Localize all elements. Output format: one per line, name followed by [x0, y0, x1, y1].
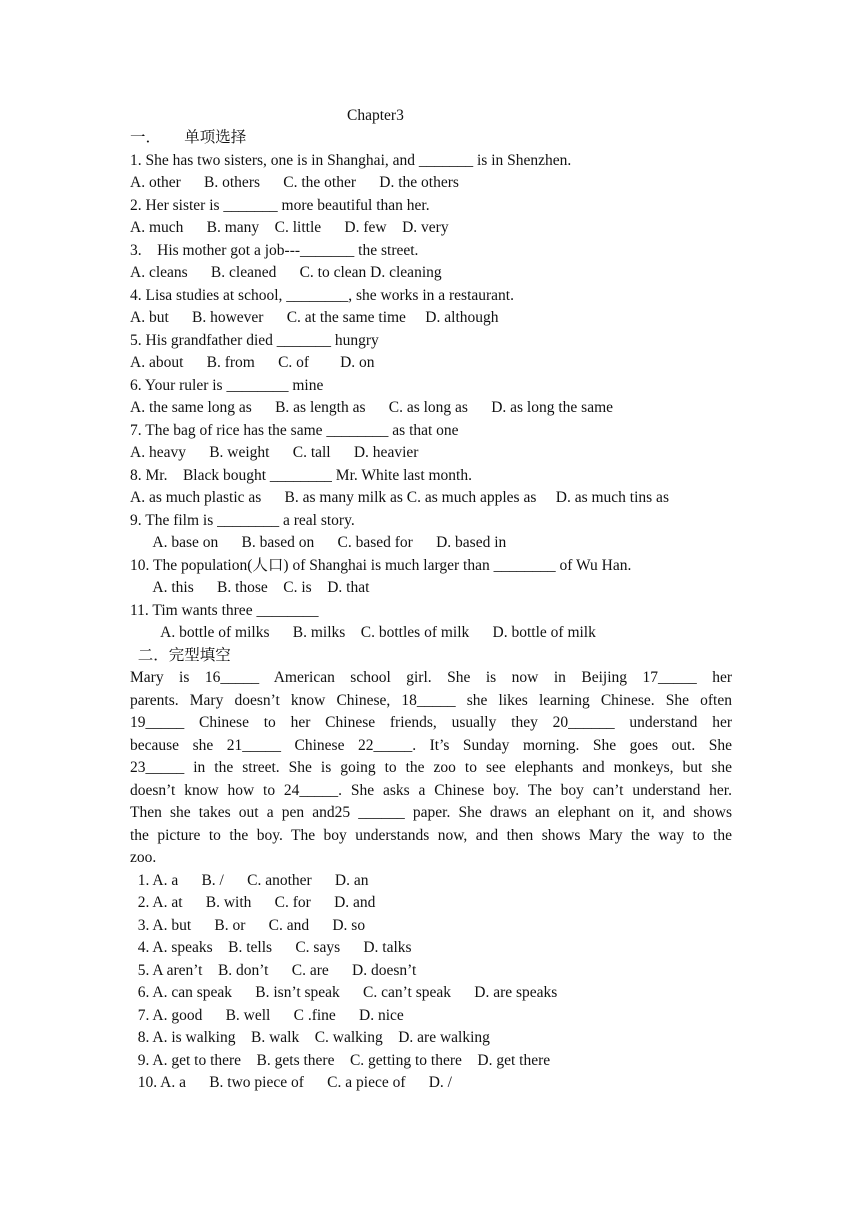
question-line: 11. Tim wants three ________: [130, 602, 319, 619]
question-line: 7. The bag of rice has the same ________ as that one: [130, 422, 459, 439]
question-line: 6. Your ruler is ________ mine: [130, 377, 324, 394]
options-line: A. bottle of milks B. milks C. bottles of milk D. bottle of milk: [130, 624, 596, 641]
passage-line: Then she takes out a pen and25 ______ paper. She draws an elephant on it, and shows: [130, 804, 732, 821]
question-line: 2. Her sister is _______ more beautiful than her.: [130, 197, 430, 214]
passage-line: parents. Mary doesn’t know Chinese, 18_____ she likes learning Chinese. She often: [130, 692, 732, 709]
question-line: 4. Lisa studies at school, ________, she works in a restaurant.: [130, 287, 514, 304]
options-line: A. base on B. based on C. based for D. based in: [130, 534, 507, 551]
cloze-options-line: 10. A. a B. two piece of C. a piece of D. /: [130, 1074, 452, 1091]
options-line: A. cleans B. cleaned C. to clean D. cleaning: [130, 264, 442, 281]
question-line: 3. His mother got a job---_______ the street.: [130, 242, 419, 259]
passage-line: because she 21_____ Chinese 22_____. It’s Sunday morning. She goes out. She: [130, 737, 732, 754]
passage-line: zoo.: [130, 849, 157, 866]
options-line: A. the same long as B. as length as C. as long as D. as long the same: [130, 399, 614, 416]
question-line: 8. Mr. Black bought ________ Mr. White last month.: [130, 467, 472, 484]
cloze-options-line: 9. A. get to there B. gets there C. getting to there D. get there: [130, 1052, 551, 1069]
passage-line: 19_____ Chinese to her Chinese friends, usually they 20______ understand her: [130, 714, 732, 731]
cloze-options-line: 8. A. is walking B. walk C. walking D. are walking: [130, 1029, 490, 1046]
cloze-options-line: 4. A. speaks B. tells C. says D. talks: [130, 939, 412, 956]
cloze-options-line: 6. A. can speak B. isn’t speak C. can’t speak D. are speaks: [130, 984, 558, 1001]
question-line: 1. She has two sisters, one is in Shanghai, and _______ is in Shenzhen.: [130, 152, 572, 169]
options-line: A. heavy B. weight C. tall D. heavier: [130, 444, 419, 461]
chapter-title: Chapter3: [347, 107, 404, 124]
question-line: 10. The population(人口) of Shanghai is much larger than ________ of Wu Han.: [130, 557, 632, 574]
options-line: A. this B. those C. is D. that: [130, 579, 370, 596]
cloze-options-line: 7. A. good B. well C .fine D. nice: [130, 1007, 404, 1024]
options-line: A. but B. however C. at the same time D. although: [130, 309, 499, 326]
section-heading-cloze: 二．完型填空: [130, 647, 231, 664]
options-line: A. other B. others C. the other D. the others: [130, 174, 459, 191]
options-line: A. as much plastic as B. as many milk as C. as much apples as D. as much tins as: [130, 489, 669, 506]
section-heading-single-choice: 一． 单项选择: [130, 129, 247, 146]
cloze-options-line: 1. A. a B. / C. another D. an: [130, 872, 369, 889]
passage-line: the picture to the boy. The boy understands now, and then shows Mary the way to the: [130, 827, 732, 844]
question-line: 5. His grandfather died _______ hungry: [130, 332, 379, 349]
options-line: A. much B. many C. little D. few D. very: [130, 219, 449, 236]
cloze-options-line: 3. A. but B. or C. and D. so: [130, 917, 366, 934]
options-line: A. about B. from C. of D. on: [130, 354, 375, 371]
cloze-options-line: 2. A. at B. with C. for D. and: [130, 894, 376, 911]
question-line: 9. The film is ________ a real story.: [130, 512, 355, 529]
passage-line: 23_____ in the street. She is going to the zoo to see elephants and monkeys, but she: [130, 759, 732, 776]
passage-line: doesn’t know how to 24_____. She asks a Chinese boy. The boy can’t understand her.: [130, 782, 732, 799]
cloze-options-line: 5. A aren’t B. don’t C. are D. doesn’t: [130, 962, 417, 979]
passage-line: Mary is 16_____ American school girl. She is now in Beijing 17_____ her: [130, 669, 732, 686]
